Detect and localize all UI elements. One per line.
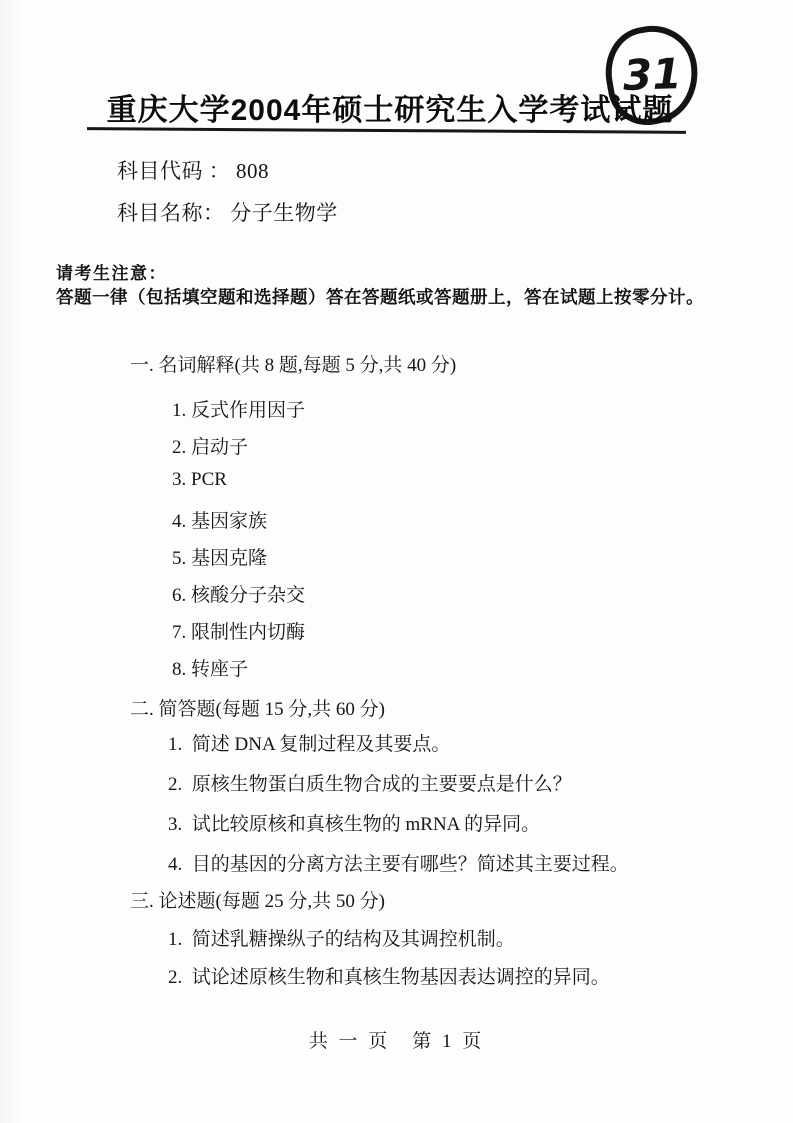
page-footer: 共 一 页 第 1 页 (308, 1031, 485, 1052)
section-1-item-8: 8. 转座子 (172, 659, 249, 680)
section-1-item-5: 5. 基因克隆 (172, 548, 268, 569)
section-1-item-2: 2. 启动子 (172, 437, 249, 458)
subject-code-line: 科目代码 ： 808 (117, 159, 269, 183)
section-2-item-3: 3. 试比较原核和真核生物的 mRNA 的异同。 (168, 814, 541, 835)
section-2-item-1: 1. 简述 DNA 复制过程及其要点。 (168, 734, 451, 755)
handwritten-number-text: 31 (621, 48, 683, 101)
subject-name-line: 科目名称： 分子生物学 (117, 201, 338, 225)
section-2-item-2: 2. 原核生物蛋白质生物合成的主要要点是什么？ (168, 774, 572, 795)
section-2-item-4: 4. 目的基因的分离方法主要有哪些？简述其主要过程。 (168, 854, 629, 875)
section-1-item-7: 7. 限制性内切酶 (172, 622, 306, 643)
section-1-heading: 一. 名词解释(共 8 题,每题 5 分,共 40 分) (130, 355, 457, 376)
page-title: 重庆大学2004年硕士研究生入学考试试题 (106, 94, 674, 127)
section-1-item-1: 1. 反式作用因子 (172, 400, 306, 421)
section-3-item-1: 1. 简述乳糖操纵子的结构及其调控机制。 (168, 929, 515, 950)
section-1-item-3: 3. PCR (172, 469, 227, 490)
section-2-heading: 二. 简答题(每题 15 分,共 60 分) (130, 699, 385, 720)
section-1-item-6: 6. 核酸分子杂交 (172, 585, 306, 606)
section-3-item-2: 2. 试论述原核生物和真核生物基因表达调控的异同。 (168, 967, 610, 988)
notice-body: 答题一律（包括填空题和选择题）答在答题纸或答题册上，答在试题上按零分计。 (56, 287, 704, 307)
section-1-item-4: 4. 基因家族 (172, 511, 268, 532)
section-3-heading: 三. 论述题(每题 25 分,共 50 分) (130, 891, 385, 912)
notice-heading: 请考生注意： (56, 264, 167, 283)
